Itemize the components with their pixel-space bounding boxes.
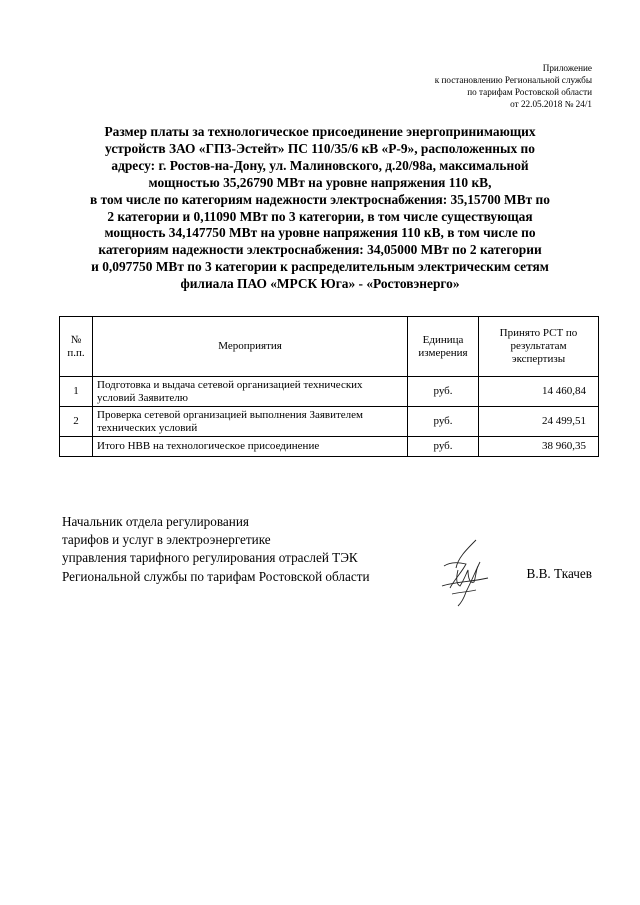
row-number: 2 xyxy=(60,407,93,437)
appendix-line: по тарифам Ростовской области xyxy=(467,87,592,97)
header-unit: Единица измерения xyxy=(408,317,479,377)
table-header-row xyxy=(60,317,599,377)
signer-name: В.В. Ткачев xyxy=(526,566,592,581)
title-line: в том числе по категориям надежности электроснабжения: 35,15700 МВт по xyxy=(90,191,550,207)
title-line: 2 категории и 0,11090 МВт по 3 категории, в том числе существующая xyxy=(107,208,533,224)
table-row xyxy=(60,407,599,437)
title-line: адресу: г. Ростов-на-Дону, ул. Малиновского, д.20/98а, максимальной xyxy=(111,157,529,173)
appendix-note xyxy=(435,62,592,110)
fee-table xyxy=(59,316,599,457)
row-activity: Подготовка и выдача сетевой организацией технических условий Заявителю xyxy=(93,377,408,407)
title-line: и 0,097750 МВт по 3 категории к распределительным электрическим сетям xyxy=(91,259,549,275)
signatory-position xyxy=(62,513,370,586)
total-label: Итого НВВ на технологическое присоединение xyxy=(93,437,408,457)
row-unit: руб. xyxy=(408,407,479,437)
row-unit: руб. xyxy=(408,377,479,407)
position-line: тарифов и услуг в электроэнергетике xyxy=(62,532,271,548)
position-line: Начальник отдела регулирования xyxy=(62,514,249,529)
position-line: управления тарифного регулирования отраслей ТЭК xyxy=(62,550,358,566)
total-value: 38 960,35 xyxy=(479,437,599,457)
title-line: мощность 34,147750 МВт на уровне напряжения 110 кВ, в том числе по xyxy=(104,225,536,241)
title-line: Размер платы за технологическое присоединение энергопринимающих xyxy=(104,124,536,139)
header-number: № п.п. xyxy=(60,317,93,377)
appendix-line: от 22.05.2018 № 24/1 xyxy=(510,99,592,109)
row-number: 1 xyxy=(60,377,93,407)
title-line: устройств ЗАО «ГПЗ-Эстейт» ПС 110/35/6 кВ «Р-9», расположенных по xyxy=(105,140,535,156)
row-value: 14 460,84 xyxy=(479,377,599,407)
total-unit: руб. xyxy=(408,437,479,457)
total-row xyxy=(60,437,599,457)
title-line: мощностью 35,26790 МВт на уровне напряжения 110 кВ, xyxy=(148,174,492,190)
appendix-line: Приложение xyxy=(542,63,592,73)
header-value: Принято РСТ по результатам экспертизы xyxy=(479,317,599,377)
row-value: 24 499,51 xyxy=(479,407,599,437)
document-title xyxy=(60,124,580,293)
appendix-line: к постановлению Региональной службы xyxy=(434,75,592,85)
table-row xyxy=(60,377,599,407)
title-line: филиала ПАО «МРСК Юга» - «Ростовэнерго» xyxy=(180,276,460,292)
header-activities: Мероприятия xyxy=(93,317,408,377)
position-line: Региональной службы по тарифам Ростовской области xyxy=(62,568,370,584)
row-activity: Проверка сетевой организацией выполнения Заявителем технических условий xyxy=(93,407,408,437)
title-line: категориям надежности электроснабжения: 34,05000 МВт по 2 категории xyxy=(98,242,542,258)
handwritten-signature xyxy=(436,536,494,608)
total-number-empty xyxy=(60,437,93,457)
